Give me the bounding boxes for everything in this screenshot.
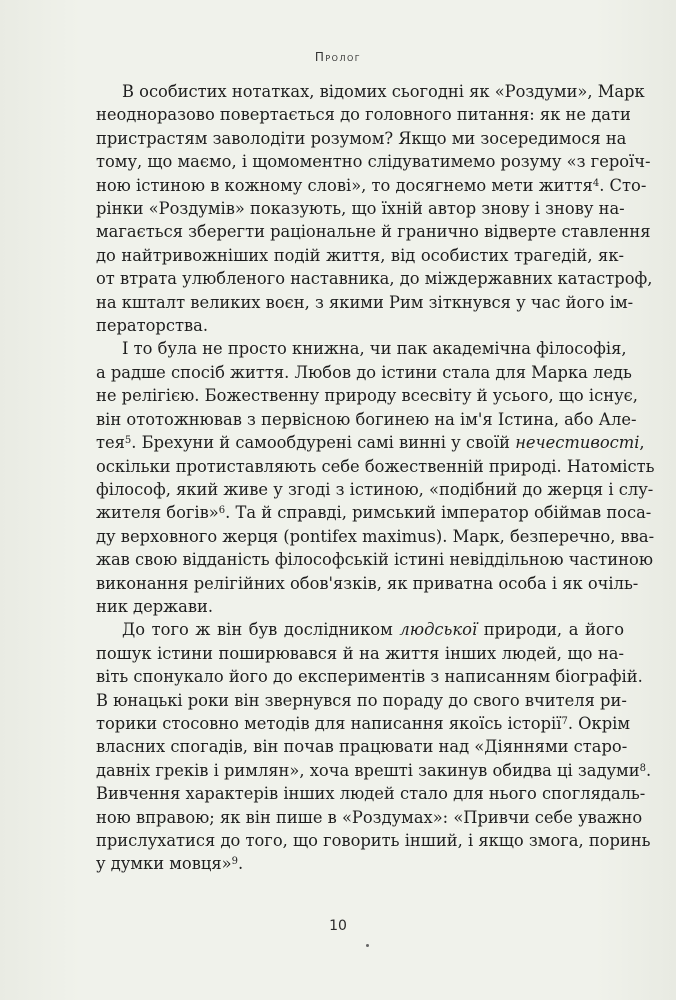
- text-line: до найтривожніших подій життя, від особистих трагедій, як-: [96, 245, 624, 265]
- text-line: [96, 618, 624, 641]
- footnote-ref[interactable]: 8: [639, 762, 646, 774]
- text-line: віть спонукало його до експериментів з написанням біографій.: [96, 667, 643, 687]
- text-line: власних спогадів, він почав працювати над «Діяннями старо-: [96, 737, 628, 757]
- text-line: В особистих нотатках, відомих сьогодні як «Роздуми», Марк: [122, 82, 645, 101]
- text-line: [96, 852, 624, 875]
- text-line: [96, 501, 652, 524]
- text-line: І то була не просто книжна, чи пак академічна філософія,: [122, 339, 627, 359]
- text-line: виконання релігійних обов'язків, як приватна особа і як очіль-: [96, 573, 639, 593]
- text-segment: . Та й справді, римський імператор обіймав поса-: [225, 503, 652, 523]
- text-line: ду верховного жерця (pontifex maximus). Марк, безперечно, вва-: [96, 526, 655, 546]
- text-line: а радше спосіб життя. Любов до істини стала для Марка ледь: [96, 362, 632, 382]
- text-line: рінки «Роздумів» показують, що їхній автор знову і знову на-: [96, 199, 625, 219]
- text-segment: тея: [96, 433, 125, 453]
- text-segment: .: [645, 760, 652, 780]
- print-mark: [366, 944, 369, 947]
- footnote-ref[interactable]: 6: [218, 505, 226, 517]
- text-line: жав свою відданість філософській істині невіддільною частиною: [96, 550, 653, 570]
- text-line: [96, 174, 647, 197]
- text-segment: . Сто-: [599, 175, 647, 195]
- text-line: от втрата улюбленого наставника, до міждержавних катастроф,: [96, 269, 653, 289]
- emphasis-text: людської: [399, 620, 478, 640]
- text-segment: До того ж він був дослідником: [122, 620, 400, 640]
- text-line: ператорства.: [96, 316, 209, 336]
- paragraph-2: [96, 337, 655, 618]
- text-segment: ною істиною в кожному слові», то досягнемо мети життя: [96, 175, 593, 195]
- text-line: ною вправою; як він пише в «Роздумах»: «Привчи себе уважно: [96, 807, 643, 827]
- running-head: Пролог: [314, 50, 362, 64]
- paragraph-1: [96, 80, 653, 337]
- text-segment: . Окрім: [567, 713, 630, 733]
- footnote-ref[interactable]: 9: [231, 856, 238, 868]
- text-line: пристрастям заволодіти розумом? Якщо ми зосередимося на: [96, 128, 627, 148]
- text-segment: природи, а його: [477, 620, 624, 640]
- text-segment: давніх греків і римлян», хоча врешті закинув обидва ці задуми: [96, 760, 640, 780]
- text-line: магається зберегти раціональне й гранично відверте ставлення: [96, 222, 651, 242]
- text-line: Вивчення характерів інших людей стало для нього споглядаль-: [96, 784, 646, 804]
- footnote-ref[interactable]: 4: [592, 177, 600, 189]
- paragraph-3: [96, 618, 652, 875]
- text-line: [96, 759, 652, 782]
- text-line: неодноразово повертається до головного питання: як не дати: [96, 105, 631, 125]
- text-line: філософ, який живе у згоді з істиною, «подібний до жерця і слу-: [96, 479, 654, 499]
- text-line: [96, 431, 645, 454]
- text-line: він ототожнював з первісною богинею на ім'я Істина, або Але-: [96, 409, 637, 429]
- text-line: не релігією. Божественну природу всесвіту й усього, що існує,: [96, 386, 638, 406]
- text-segment: . Брехуни й самообдурені самі винні у своїй: [131, 433, 516, 453]
- text-line: пошук істини поширювався й на життя інших людей, що на-: [96, 643, 624, 663]
- text-line: прислухатися до того, що говорить інший, і якщо змога, поринь: [96, 831, 651, 850]
- text-line: В юнацькі роки він звернувся по пораду до свого вчителя ри-: [96, 690, 627, 710]
- page-number: 10: [329, 918, 347, 934]
- text-line: оскільки протиставляють себе божественній природі. Натомість: [96, 456, 655, 476]
- text-segment: ,: [639, 433, 645, 453]
- text-line: [96, 712, 630, 735]
- text-line: ник держави.: [96, 596, 214, 616]
- text-segment: жителя богів»: [96, 503, 219, 523]
- text-segment: у думки мовця»: [96, 854, 232, 874]
- footnote-ref[interactable]: 5: [124, 435, 132, 447]
- text-line: тому, що маємо, і щомоментно слідуватимемо розуму «з героїч-: [96, 152, 651, 172]
- footnote-ref[interactable]: 7: [561, 715, 568, 727]
- body-text: [96, 80, 655, 876]
- text-segment: торики стосовно методів для написання якоїсь історії: [96, 713, 562, 733]
- text-line: на кшталт великих воєн, з якими Рим зіткнувся у час його ім-: [96, 292, 634, 312]
- emphasis-text: нечестивості: [515, 433, 640, 453]
- text-segment: .: [237, 854, 244, 874]
